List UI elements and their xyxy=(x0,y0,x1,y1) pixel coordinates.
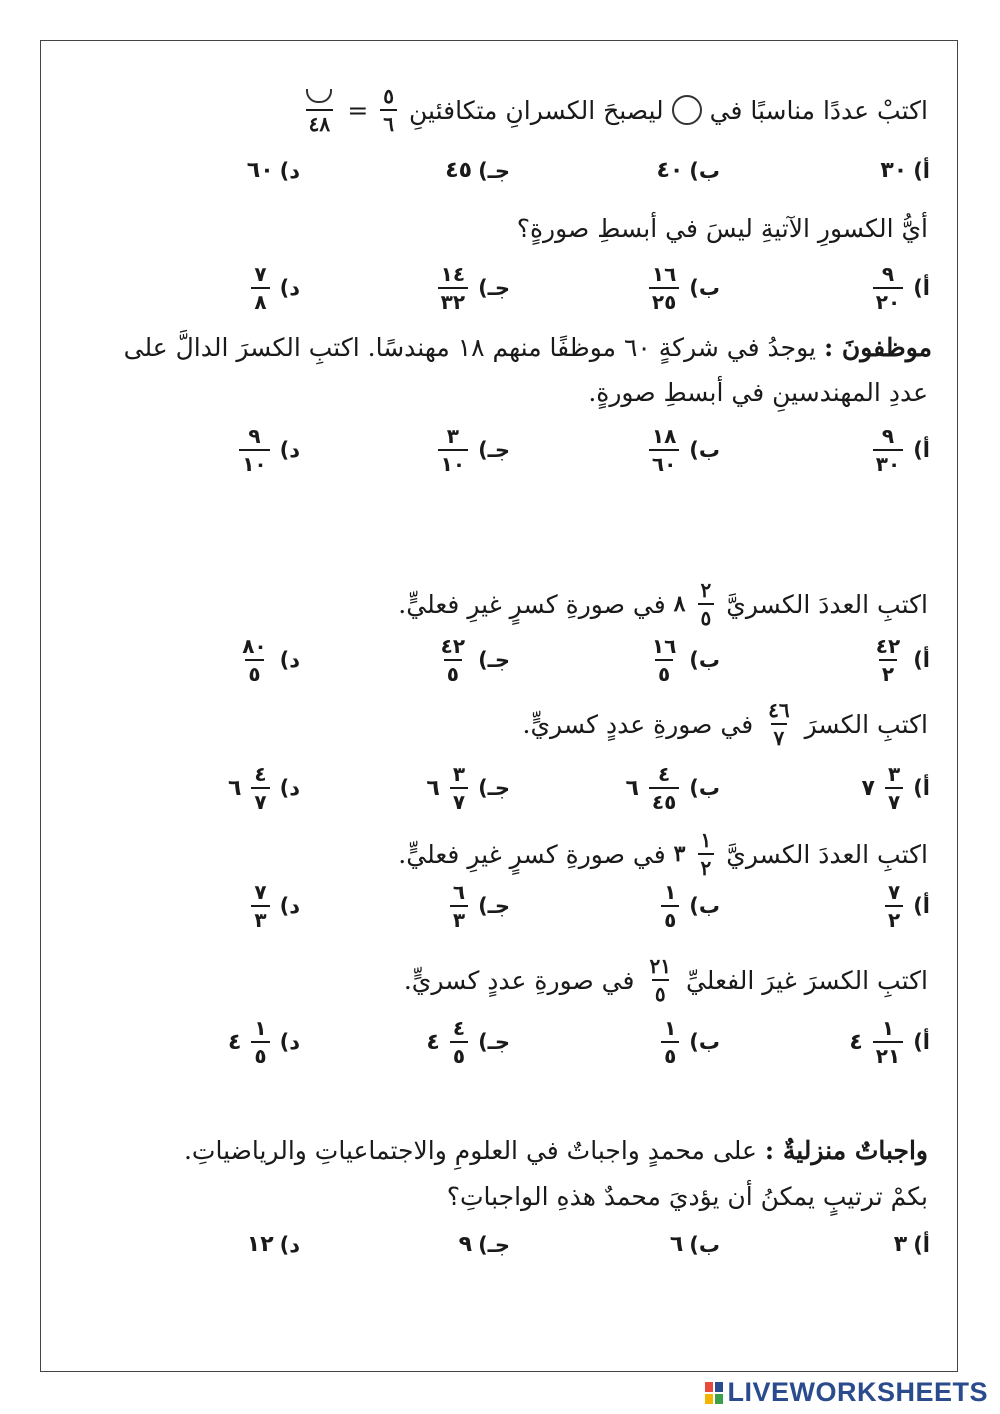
q5-text-2: في صورةِ عددٍ كسريٍّ. xyxy=(522,709,754,739)
option-a[interactable]: أ) $\frac{٣}{٧}$ ٧ xyxy=(861,762,930,814)
question-3 xyxy=(124,333,932,362)
option-d[interactable]: د) $\frac{١}{٥}$ ٤ xyxy=(227,1016,300,1068)
q8-options xyxy=(150,1232,930,1257)
q6-fraction: $\frac{١}{٢}$ xyxy=(698,830,715,878)
option-c[interactable]: جـ) $\frac{٣}{٧}$ ٦ xyxy=(426,762,510,814)
option-d[interactable]: د) $\frac{٤}{٧}$ ٦ xyxy=(227,762,300,814)
q8-text-2: بكمْ ترتيبٍ يمكنُ أن يؤديَ محمدٌ هذهِ الواجباتِ؟ xyxy=(446,1182,928,1211)
q5-text: اكتبِ الكسرَ xyxy=(804,709,928,739)
q1-fraction-left: $\frac{٥}{٦}$ xyxy=(380,86,397,134)
q2-options xyxy=(150,264,930,312)
q6-whole: ٣ xyxy=(673,841,686,867)
q3-options xyxy=(150,426,930,474)
option-d[interactable]: د) $\frac{٩}{١٠}$ xyxy=(150,426,300,474)
q8-heading: واجباتٌ منزليةٌ : xyxy=(764,1136,928,1165)
option-a[interactable]: أ) $\frac{١}{٢١}$ ٤ xyxy=(849,1016,930,1068)
q6-text-2: في صورةِ كسرٍ غيرِ فعليٍّ. xyxy=(398,839,666,869)
option-d[interactable]: د) ٦٠ xyxy=(246,158,300,183)
question-2 xyxy=(517,214,928,243)
q4-fraction: $\frac{٢}{٥}$ xyxy=(698,580,715,628)
option-b[interactable]: ب) $\frac{١٨}{٦٠}$ xyxy=(570,426,720,474)
option-c[interactable]: جـ) $\frac{٤٢}{٥}$ xyxy=(440,634,510,686)
brand-text: LIVEWORKSHEETS xyxy=(727,1377,988,1407)
q7-fraction: $\frac{٢١}{٥}$ xyxy=(649,954,671,1006)
q7-text: اكتبِ الكسرَ غيرَ الفعليِّ xyxy=(685,965,928,995)
q1-options xyxy=(150,158,930,183)
option-c[interactable]: جـ) $\frac{٦}{٣}$ xyxy=(360,882,510,930)
option-b[interactable]: ب) $\frac{١}{٥}$ xyxy=(570,882,720,930)
option-c[interactable]: جـ) $\frac{٣}{١٠}$ xyxy=(360,426,510,474)
q4-options xyxy=(150,636,930,684)
option-d[interactable]: د) $\frac{٧}{٣}$ xyxy=(150,882,300,930)
q3-text: يوجدُ في شركةٍ ٦٠ موظفًا منهم ١٨ مهندسًا. اكتبِ الكسرَ الدالَّ على xyxy=(123,333,816,362)
option-b[interactable]: ب) $\frac{١٦}{٢٥}$ xyxy=(570,264,720,312)
question-1 xyxy=(299,86,928,134)
q3-text-2: عددِ المهندسينِ في أبسطِ صورةٍ. xyxy=(588,378,928,407)
question-5 xyxy=(523,700,928,748)
logo-icon xyxy=(705,1382,723,1404)
option-a[interactable]: أ) ٣ xyxy=(893,1232,930,1257)
q4-whole: ٨ xyxy=(673,591,686,617)
option-b[interactable]: ب) ٤٠ xyxy=(656,158,720,183)
blank-numerator[interactable] xyxy=(306,89,332,103)
q5-fraction: $\frac{٤٦}{٧}$ xyxy=(768,698,790,750)
option-c[interactable]: جـ) $\frac{٤}{٥}$ ٤ xyxy=(426,1016,510,1068)
option-a[interactable]: أ) $\frac{٩}{٢٠}$ xyxy=(780,264,930,312)
q5-options xyxy=(150,764,930,812)
q7-text-2: في صورةِ عددٍ كسريٍّ. xyxy=(403,965,635,995)
q8-text: على محمدٍ واجباتٌ في العلومِ والاجتماعياتِ والرياضياتِ. xyxy=(183,1136,757,1165)
q6-text: اكتبِ العددَ الكسريَّ xyxy=(726,839,928,869)
option-c[interactable]: جـ) $\frac{١٤}{٣٢}$ xyxy=(360,264,510,312)
question-8 xyxy=(184,1136,928,1165)
q4-text-2: في صورةِ كسرٍ غيرِ فعليٍّ. xyxy=(398,589,666,619)
option-d[interactable]: د) $\frac{٨٠}{٥}$ xyxy=(242,634,300,686)
option-c[interactable]: جـ) ٩ xyxy=(458,1232,510,1257)
liveworksheets-logo xyxy=(705,1377,988,1408)
option-c[interactable]: جـ) ٤٥ xyxy=(445,158,510,183)
question-7 xyxy=(404,956,928,1004)
q1-text: اكتبْ عددًا مناسبًا في xyxy=(709,95,928,125)
q7-options xyxy=(150,1018,930,1066)
q2-text: أيُّ الكسورِ الآتيةِ ليسَ في أبسطِ صورةٍ؟ xyxy=(516,214,928,243)
q1-text-2: ليصبحَ الكسرانِ متكافئينِ xyxy=(409,95,664,125)
question-8-cont xyxy=(447,1182,928,1211)
option-b[interactable]: ب) $\frac{١٦}{٥}$ xyxy=(651,634,720,686)
q3-heading: موظفونَ : xyxy=(823,333,932,362)
question-6 xyxy=(398,830,928,878)
option-a[interactable]: أ) $\frac{٤٢}{٢}$ xyxy=(875,634,930,686)
option-a[interactable]: أ) ٣٠ xyxy=(880,158,930,183)
option-a[interactable]: أ) $\frac{٩}{٣٠}$ xyxy=(780,426,930,474)
q6-options xyxy=(150,882,930,930)
option-d[interactable]: د) $\frac{٧}{٨}$ xyxy=(150,264,300,312)
option-b[interactable]: ب) ٦ xyxy=(669,1232,720,1257)
option-a[interactable]: أ) $\frac{٧}{٢}$ xyxy=(780,882,930,930)
equals-sign: = xyxy=(347,95,369,125)
answer-circle[interactable] xyxy=(672,95,702,125)
option-b[interactable]: ب) $\frac{٤}{٤٥}$ ٦ xyxy=(625,762,720,814)
question-4 xyxy=(398,580,928,628)
question-3-cont xyxy=(588,378,928,407)
q4-text: اكتبِ العددَ الكسريَّ xyxy=(726,589,928,619)
q1-fraction-right: ٤٨ xyxy=(303,86,335,134)
option-b[interactable]: ب) $\frac{١}{٥}$ xyxy=(570,1018,720,1066)
option-d[interactable]: د) ١٢ xyxy=(246,1232,300,1257)
